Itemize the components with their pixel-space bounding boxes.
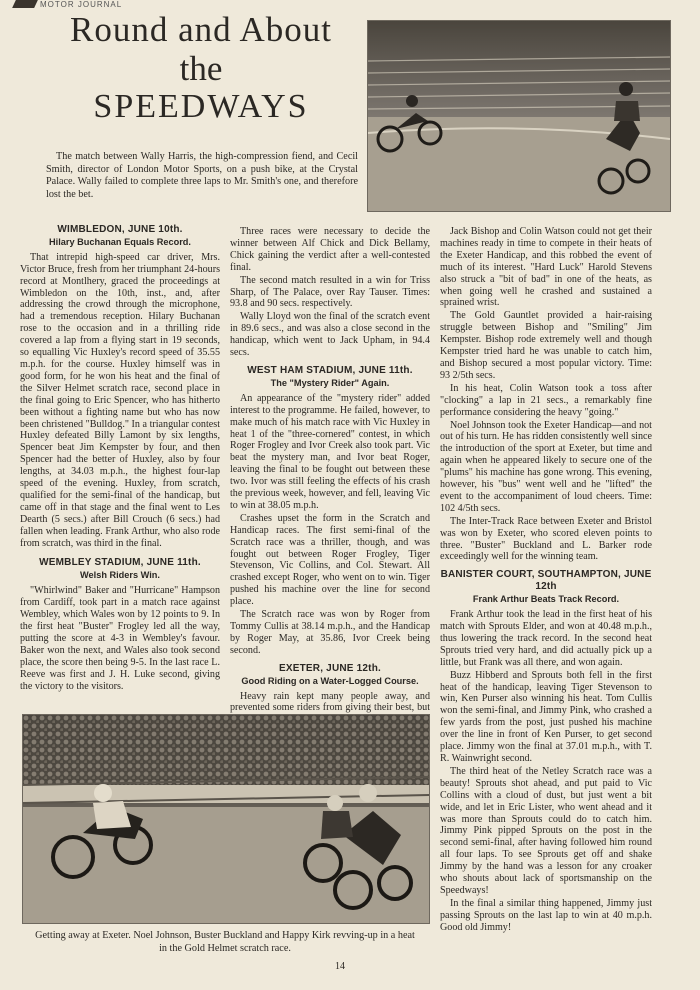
column-2 <box>230 226 430 727</box>
paragraph: Buzz Hibberd and Sprouts both fell in the first heat of the handicap, leaving Tiger Stevenson to win, Ken Purser also winning his heat. Tom Cullis won the semi-final, and Jimmy Pink, who crashed a few yards from the post, just pushed his machine over the line in front of Ken Purser, to get second place. Jimmy won the final at 37.01 m.p.h., with T. R. Wainwright second. <box>440 669 652 764</box>
column-3 <box>440 226 652 935</box>
paragraph: The second match resulted in a win for Triss Sharp, of The Palace, over Ray Tauser. Times: 93.8 and 90 secs. respectively. <box>230 274 430 310</box>
heading-exeter: EXETER, JUNE 12th. <box>279 662 381 674</box>
subheading-wembley: Welsh Riders Win. <box>80 570 160 581</box>
paragraph: Heavy rain kept many people away, and prevented some riders from giving their best, but <box>230 690 430 714</box>
paragraph: An appearance of the "mystery rider" added interest to the programme. He failed, however, to make much of his match race with Vic Huxley in heat 1 of the "three-cornered" contest, in which Roger Frogley and Ivor Creek also took part. Vic beat the mystery man, and Ivor beat Roger, leaving the final to be fought out between these two. Ivor was still feeling the effects of his crash the previous week, however, and fell, leaving Vic to win at 38.05 m.p.h. <box>230 392 430 511</box>
publication-logo <box>12 0 38 8</box>
paragraph: Jack Bishop and Colin Watson could not get their machines ready in time to compete in their heats of the Exeter Handicap, and this robbed the event of much of its interest. "Hard Luck" Harold Stevens also struck a "bit of bad" in one of the heats, as when going well he crashed and sustained a sprained wrist. <box>440 226 652 309</box>
heading-west-ham: WEST HAM STADIUM, JUNE 11th. <box>247 364 413 376</box>
heading-banister-court: BANISTER COURT, SOUTHAMPTON, JUNE 12th <box>440 569 652 593</box>
paragraph: That intrepid high-speed car driver, Mrs. Victor Bruce, fresh from her triumphant 24-hours record at Montlhery, graced the proceedings at Wimbledon on the 10th, inst., and, after addressing the crowd through the microphone, had a tremendous reception. Hilary Buchanan rose to the occasion and in a thrilling ride covered a lap from a flying start in 19 seconds, so equalling Vic Huxley's record speed of 35.55 m.p.h. for the course. Huxley himself was in good form, for he won his heat and the final of the Silver Helmet scratch race, second place in the final going to Eric Spencer, who has hitherto been without a fighting name but who has now been christened "Bulldog." In a triangular contest Huxley defeated Billy Lamont by six lengths, Spencer beat Jim Kempster by four, and then Spencer had the better of Huxley, also by four lengths, at 34.03 m.p.h., the highest four-lap speed of the evening. Huxley, from scratch, qualified for the semi-final of the handicap, but came off in that stage and the final went to Les Dearth (5 secs.) after Bill Crouch (6 secs.) had fallen when leading. Frank Arthur, who also rode from scratch, was third in the final. <box>20 251 220 549</box>
title-line-3: SPEEDWAYS <box>93 88 309 125</box>
masthead: MOTOR JOURNAL <box>40 0 123 9</box>
photo-illustration <box>368 21 670 211</box>
photo-crystal-palace-match <box>367 20 671 212</box>
article-title <box>36 12 366 124</box>
title-line-1: Round and About <box>70 10 332 49</box>
paragraph: The Inter-Track Race between Exeter and Bristol was won by Exeter, who scored eleven points to three. "Buster" Buckland and L. Barker rode exceedingly well for the winning team. <box>440 515 652 563</box>
paragraph: "Whirlwind" Baker and "Hurricane" Hampson from Cardiff, took part in a match race against Wembley, which Wales won by 12 points to 9. In the first heat "Buster" Frogley led all the way, putting the score at 4-3 in Wembley's favour. Baker won the next, and Wales also took second place, the score then being 9-5. In the last race L. Reeve was first and J. H. Luke second, giving the victory to the visitors. <box>20 585 220 692</box>
page-number: 14 <box>335 961 345 972</box>
subheading-wimbledon: Hilary Buchanan Equals Record. <box>49 236 191 247</box>
paragraph: The Gold Gauntlet provided a hair-raising struggle between Bishop and "Smiling" Jim Kempster. Bishop rode extremely well and though Kempster tried hard he was unable to catch him, and Bishop secured a most popular victory. Time: 93 2/5th secs. <box>440 310 652 381</box>
paragraph: In his heat, Colin Watson took a toss after "clocking" a lap in 21 secs., a remarkably fine performance considering the heavy "going." <box>440 382 652 418</box>
column-1 <box>20 218 220 693</box>
paragraph: Noel Johnson took the Exeter Handicap—and not out of his turn. He has ridden consistently well since the introduction of the sport at Exeter, but time and again when he appeared likely to secure one of the "plums" his machine has gone wrong. This evening, however, his "bus" went well and he "lifted" the event to the accompaniment of loud cheers. Time: 102 4/5th secs. <box>440 419 652 514</box>
paragraph: Frank Arthur took the lead in the first heat of his match with Sprouts Elder, and won at 40.48 m.p.h., thus lowering the track record. In the second heat Sprouts tried very hard, and did actually pick up a little, but Frank was all there, and won again. <box>440 609 652 668</box>
subheading-exeter: Good Riding on a Water-Logged Course. <box>241 675 419 686</box>
heading-wimbledon: WIMBLEDON, JUNE 10th. <box>57 224 183 235</box>
subheading-west-ham: The "Mystery Rider" Again. <box>270 377 390 388</box>
paragraph: Wally Lloyd won the final of the scratch event in 89.6 secs., and was also a close second in the handicap, which went to Jack Upham, in 94.4 secs. <box>230 311 430 359</box>
paragraph: Three races were necessary to decide the winner between Alf Chick and Dick Bellamy, Chick gaining the verdict after a well-contested final. <box>230 226 430 273</box>
photo-exeter-start <box>22 714 430 924</box>
subheading-banister-court: Frank Arthur Beats Track Record. <box>472 594 620 605</box>
paragraph: The third heat of the Netley Scratch race was a beauty! Sprouts shot ahead, and put paid to Vic Collins with a cloud of dust, but just went a bit wide, and let in Eric Lister, who went ahead and it was more than Sprouts could do to catch him. Jimmy Pink pipped Sprouts on the post in the second semi-final, after having followed him round all four laps. To see Sprouts get off and shake Jimmy by the hand was a lesson for any croaker who shouts about lack of sportsmanship on the Speedways! <box>440 765 652 896</box>
heading-wembley: WEMBLEY STADIUM, JUNE 11th. <box>39 557 201 569</box>
paragraph: Crashes upset the form in the Scratch and Handicap races. The first semi-final of the Scratch race was a thriller, though, and was fought out between Roger Frogley, Tiger Stevenson, Vic Collins, and Col. Stewart. All crashed except Roger, who went on to win. Tiger pushed his machine over the line for second place. <box>230 512 430 608</box>
paragraph: The Scratch race was won by Roger from Tommy Cullis at 38.14 m.p.h., and the Handicap by Roger May, at 35.86, Ivor Creek being second. <box>230 609 430 656</box>
paragraph: In the final a similar thing happened, Jimmy just passing Sprouts on the last lap to win at 40 m.p.h. Good old Jimmy! <box>440 897 652 933</box>
photo-caption: Getting away at Exeter. Noel Johnson, Buster Buckland and Happy Kirk revving-up in a heat in the Gold Helmet scratch race. <box>35 930 415 954</box>
intro-caption: The match between Wally Harris, the high-compression fiend, and Cecil Smith, director of London Motor Sports, on a push bike, at the Crystal Palace. Wally failed to complete three laps to Mr. Smith's one, and therefore lost the bet. <box>46 151 358 200</box>
photo-illustration <box>23 715 429 923</box>
title-line-2: the <box>179 49 223 88</box>
